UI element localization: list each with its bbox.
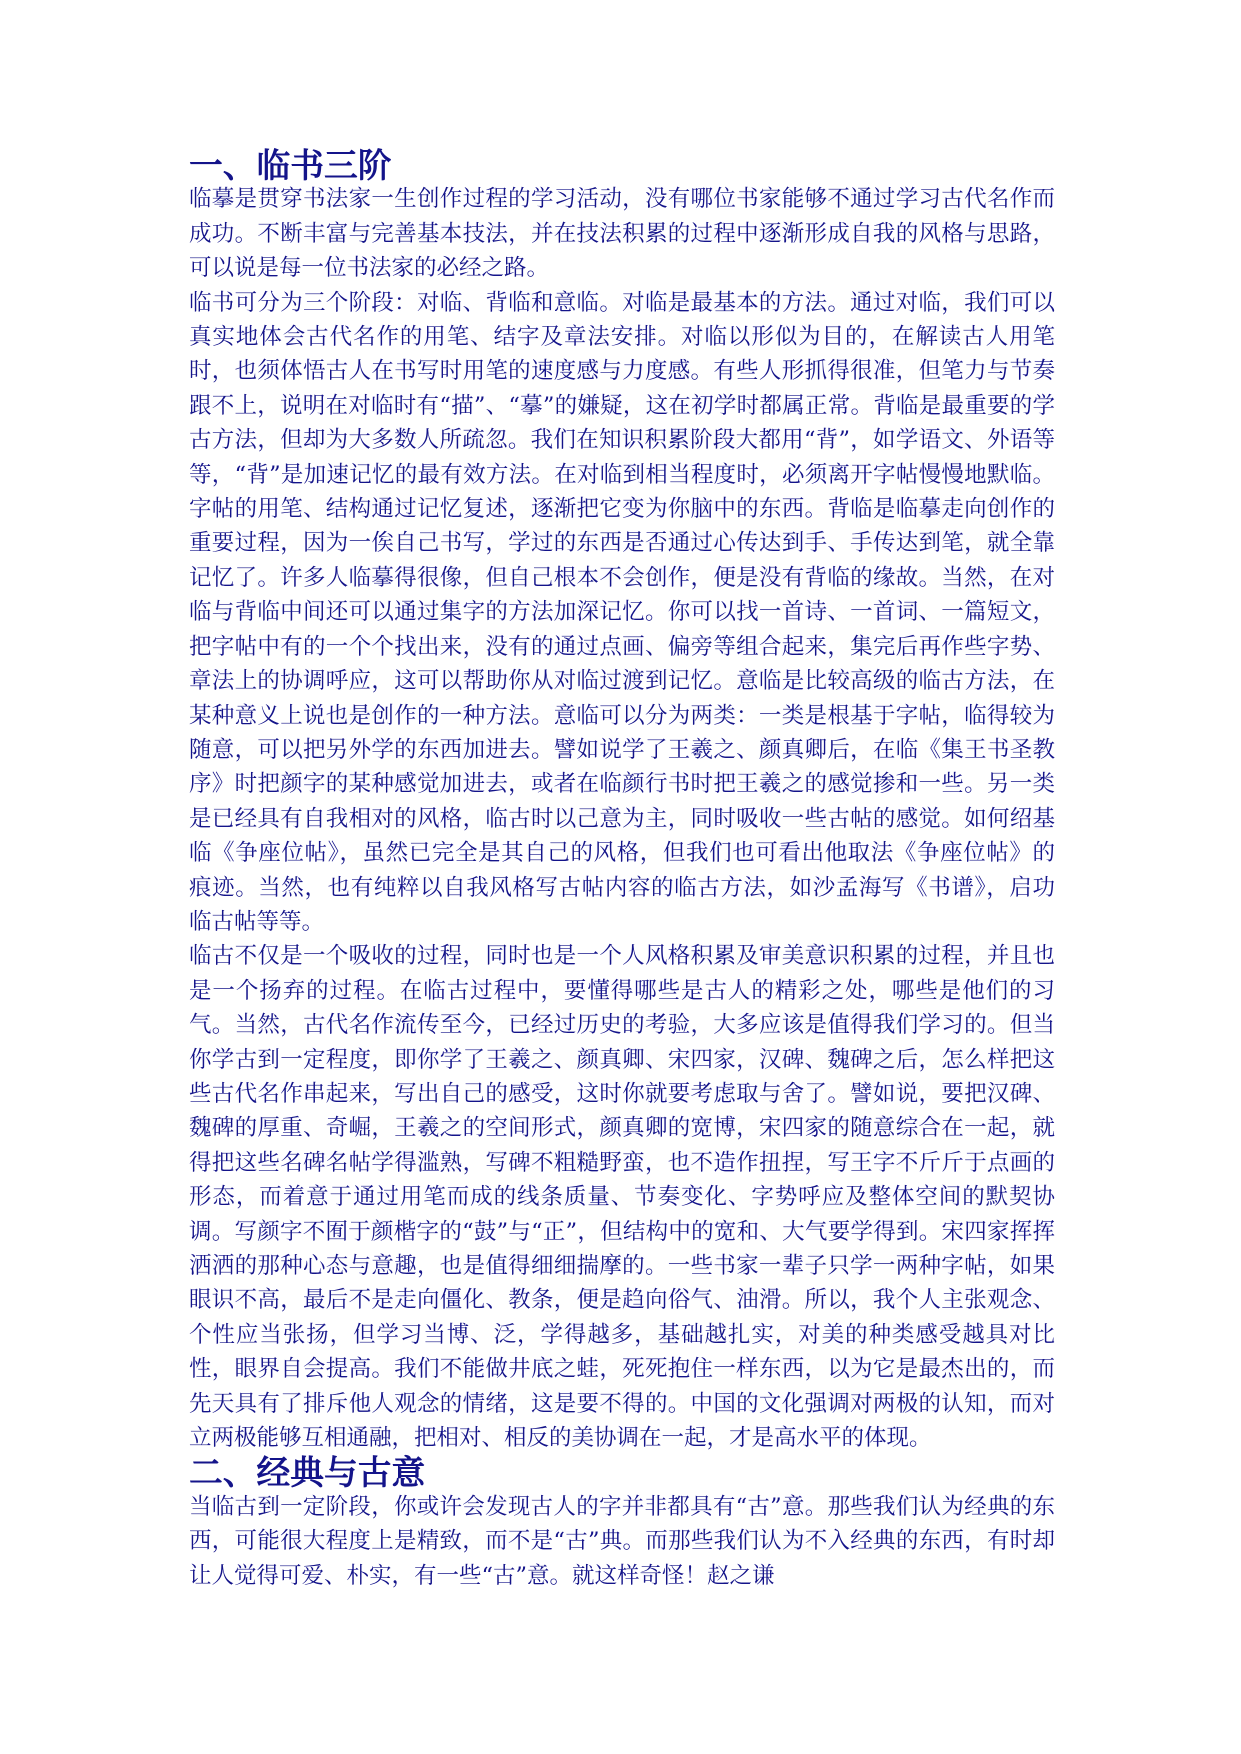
paragraph-1: 临摹是贯穿书法家一生创作过程的学习活动，没有哪位书家能够不通过学习古代名作而成功。不断丰富与完善基本技法，并在技法积累的过程中逐渐形成自我的风格与思路，可以说是每一位书法家的必经之路。: [189, 186, 1055, 282]
section-heading-1: 一、临书三阶: [189, 145, 392, 185]
paragraph-3: 临古不仅是一个吸收的过程，同时也是一个人风格积累及审美意识积累的过程，并且也是一个扬弃的过程。在临古过程中，要懂得哪些是古人的精彩之处，哪些是他们的习气。当然，古代名作流传至今，已经过历史的考验，大多应该是值得我们学习的。但当你学古到一定程度，即你学了王羲之、颜真卿、宋四家，汉碑、魏碑之后，怎么样把这些古代名作串起来，写出自己的感受，这时你就要考虑取与舍了。譬如说，要把汉碑、魏碑的厚重、奇崛，王羲之的空间形式，颜真卿的宽博，宋四家的随意综合在一起，就得把这些名碑名帖学得滥熟，写碑不粗糙野蛮，也不造作扭捏，写王字不斤斤于点画的形态，而着意于通过用笔而成的线条质量、节奏变化、字势呼应及整体空间的默契协调。写颜字不囿于颜楷字的“鼓”与“正”，但结构中的宽和、大气要学得到。宋四家挥挥洒洒的那种心态与意趣，也是值得细细揣摩的。一些书家一辈子只学一两种字帖，如果眼识不高，最后不是走向僵化、教条，便是趋向俗气、油滑。所以，我个人主张观念、个性应当张扬，但学习当博、泛，学得越多，基础越扎实，对美的种类感受越具对比性，眼界自会提高。我们不能做井底之蛙，死死抱住一样东西，以为它是最杰出的，而先天具有了排斥他人观念的情绪，这是要不得的。中国的文化强调对两极的认知，而对立两极能够互相通融，把相对、相反的美协调在一起，才是高水平的体现。: [189, 943, 1055, 1452]
paragraph-4: 当临古到一定阶段，你或许会发现古人的字并非都具有“古”意。那些我们认为经典的东西，可能很大程度上是精致，而不是“古”典。而那些我们认为不入经典的东西，有时却让人觉得可爱、朴实，有一些“古”意。就这样奇怪！赵之谦: [189, 1493, 1055, 1589]
document-page: [189, 145, 1055, 1593]
paragraph-2: 临书可分为三个阶段：对临、背临和意临。对临是最基本的方法。通过对临，我们可以真实地体会古代名作的用笔、结字及章法安排。对临以形似为目的，在解读古人用笔时，也须体悟古人在书写时用笔的速度感与力度感。有些人形抓得很准，但笔力与节奏跟不上，说明在对临时有“描”、“摹”的嫌疑，这在初学时都属正常。背临是最重要的学古方法，但却为大多数人所疏忽。我们在知识积累阶段大都用“背”，如学语文、外语等等，“背”是加速记忆的最有效方法。在对临到相当程度时，必须离开字帖慢慢地默临。字帖的用笔、结构通过记忆复述，逐渐把它变为你脑中的东西。背临是临摹走向创作的重要过程，因为一俟自己书写，学过的东西是否通过心传达到手、手传达到笔，就全靠记忆了。许多人临摹得很像，但自己根本不会创作，便是没有背临的缘故。当然，在对临与背临中间还可以通过集字的方法加深记忆。你可以找一首诗、一首词、一篇短文，把字帖中有的一个个找出来，没有的通过点画、偏旁等组合起来，集完后再作些字势、章法上的协调呼应，这可以帮助你从对临过渡到记忆。意临是比较高级的临古方法，在某种意义上说也是创作的一种方法。意临可以分为两类：一类是根基于字帖，临得较为随意，可以把另外学的东西加进去。譬如说学了王羲之、颜真卿后，在临《集王书圣教序》时把颜字的某种感觉加进去，或者在临颜行书时把王羲之的感觉掺和一些。另一类是已经具有自我相对的风格，临古时以己意为主，同时吸收一些古帖的感觉。如何绍基临《争座位帖》，虽然已完全是其自己的风格，但我们也可看出他取法《争座位帖》的痕迹。当然，也有纯粹以自我风格写古帖内容的临古方法，如沙孟海写《书谱》，启功临古帖等等。: [189, 289, 1055, 935]
section-heading-2: 二、经典与古意: [189, 1452, 426, 1493]
